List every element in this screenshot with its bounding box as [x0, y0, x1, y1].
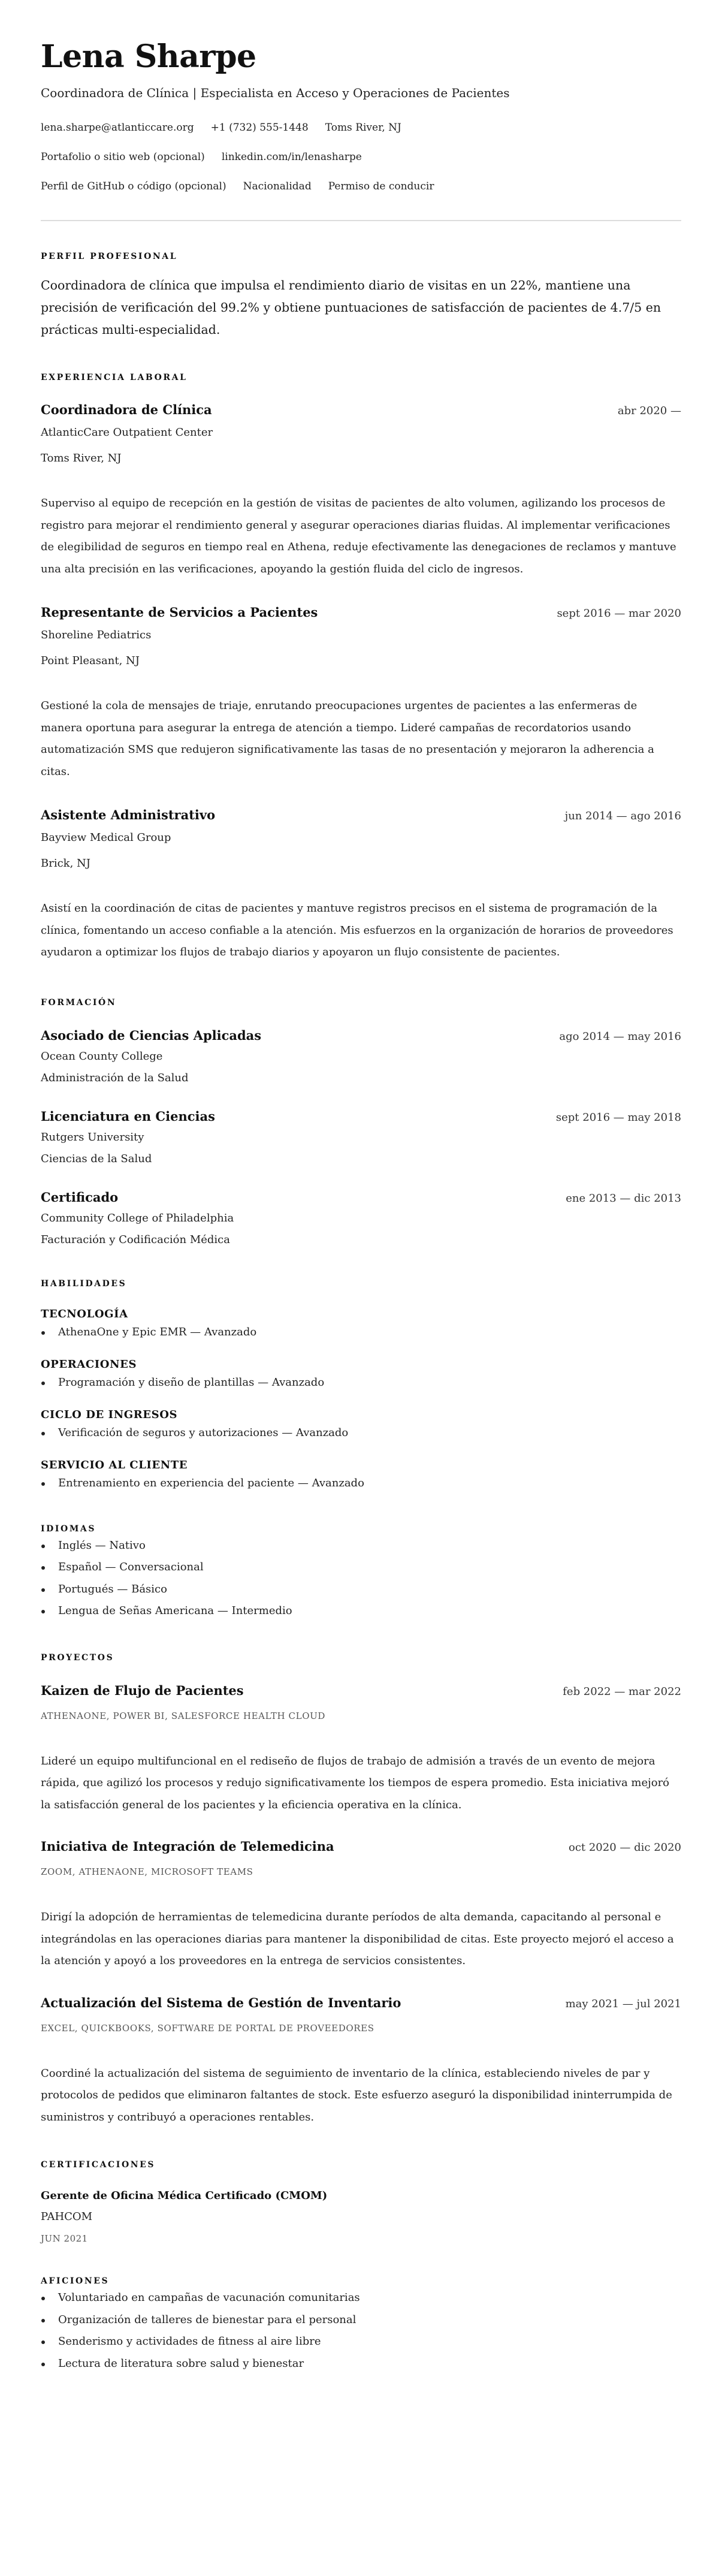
contact-item: Toms River, NJ — [325, 122, 401, 134]
skill-item-text: Verificación de seguros y autorizaciones — Avanzado — [58, 1426, 349, 1439]
project-entry — [41, 1680, 681, 1817]
project-title: Iniciativa de Integración de Telemedicina — [41, 1839, 334, 1854]
hobby-item-text: Lectura de literatura sobre salud y bienestar — [58, 2357, 304, 2370]
bullet-icon — [41, 1545, 45, 1548]
section-heading-projects: PROYECTOS — [41, 1652, 114, 1663]
contact-info — [41, 119, 681, 195]
certification-list — [41, 2187, 681, 2248]
project-title: Actualización del Sistema de Gestión de Inventario — [41, 1995, 401, 2010]
header-divider — [41, 220, 681, 221]
certifications-section — [41, 2159, 681, 2248]
project-header — [41, 1992, 681, 2015]
education-section — [41, 997, 681, 1249]
skill-category-title: TECNOLOGÍA — [41, 1307, 128, 1320]
project-technologies: ZOOM, ATHENAONE, MICROSOFT TEAMS — [41, 1866, 253, 1877]
job-description: Gestioné la cola de mensajes de triaje, enrutando preocupaciones urgentes de pacientes a las enfermeras de manera oportuna para asegurar la entrega de atención a tiempo. Lideré campañas de recordatorios usando automatización SMS que redujeron significativamente las tasas de no presentación y mejoraron la adherencia a citas. — [41, 699, 654, 778]
bullet-icon — [41, 1381, 45, 1385]
job-list — [41, 399, 681, 964]
job-header — [41, 399, 681, 422]
field-of-study: Ciencias de la Salud — [41, 1152, 152, 1165]
skill-item — [41, 1323, 681, 1341]
project-description: Coordiné la actualización del sistema de seguimiento de inventario de la clínica, estableciendo niveles de par y protocolos de pedidos que eliminaron faltantes de stock. Este esfuerzo aseguró la disponibilidad ininterrumpida de suministros y contribuyó a operaciones rentables. — [41, 2067, 672, 2123]
job-entry — [41, 602, 681, 783]
skill-category-title: CICLO DE INGRESOS — [41, 1408, 178, 1421]
project-entry — [41, 1836, 681, 1972]
project-dates: oct 2020 — dic 2020 — [568, 1841, 681, 1854]
job-dates: abr 2020 — — [617, 405, 681, 417]
section-heading-experience: EXPERIENCIA LABORAL — [41, 373, 188, 382]
skill-list — [41, 1374, 681, 1392]
project-entry — [41, 1992, 681, 2129]
hobby-item — [41, 2353, 681, 2375]
job-company: Shoreline Pediatrics — [41, 629, 152, 641]
job-description: Asistí en la coordinación de citas de pacientes y mantuve registros precisos en el sistema de programación de la clínica, fomentando un acceso confiable a la atención. Mis esfuerzos en la organización de horarios de proveedores ayudaron a optimizar los flujos de trabajo diarios y apoyaron un flujo consistente de pacientes. — [41, 902, 673, 958]
skill-category-title: SERVICIO AL CLIENTE — [41, 1458, 188, 1471]
bullet-icon — [41, 2340, 45, 2344]
skill-item — [41, 1474, 681, 1492]
job-company: AtlanticCare Outpatient Center — [41, 426, 213, 439]
project-list — [41, 1680, 681, 2129]
job-location: Toms River, NJ — [41, 452, 122, 464]
certification-date: JUN 2021 — [41, 2233, 88, 2244]
hobbies-section — [41, 2275, 681, 2375]
language-item — [41, 1579, 681, 1601]
job-title: Representante de Servicios a Pacientes — [41, 605, 318, 620]
job-header — [41, 804, 681, 827]
section-heading-hobbies: AFICIONES — [41, 2276, 110, 2286]
skill-item — [41, 1424, 681, 1442]
education-dates: sept 2016 — may 2018 — [555, 1111, 681, 1124]
hobby-item-text: Senderismo y actividades de fitness al aire libre — [58, 2335, 321, 2348]
candidate-name: Lena Sharpe — [41, 38, 256, 75]
language-item-text: Lengua de Señas Americana — Intermedio — [58, 1604, 292, 1617]
bullet-icon — [41, 1482, 45, 1486]
certification-issuer: PAHCOM — [41, 2210, 93, 2223]
job-company: Bayview Medical Group — [41, 831, 171, 844]
job-header — [41, 602, 681, 625]
language-item — [41, 1557, 681, 1579]
job-location: Point Pleasant, NJ — [41, 654, 140, 667]
education-header — [41, 1187, 681, 1209]
institution-name: Ocean County College — [41, 1049, 163, 1063]
education-entry — [41, 1025, 681, 1087]
degree-title: Certificado — [41, 1189, 119, 1205]
contact-row — [41, 177, 681, 195]
job-dates: sept 2016 — mar 2020 — [557, 607, 681, 620]
languages-section — [41, 1523, 681, 1622]
skills-section — [41, 1278, 681, 1492]
bullet-icon — [41, 1331, 45, 1335]
institution-name: Community College of Philadelphia — [41, 1211, 234, 1224]
contact-item: Portafolio o sitio web (opcional) — [41, 151, 205, 163]
section-heading-skills: HABILIDADES — [41, 1278, 127, 1289]
bullet-icon — [41, 1432, 45, 1435]
job-dates: jun 2014 — ago 2016 — [564, 810, 681, 822]
section-heading-summary: PERFIL PROFESIONAL — [41, 252, 178, 261]
section-heading-languages: IDIOMAS — [41, 1524, 96, 1534]
language-item-text: Inglés — Nativo — [58, 1539, 146, 1552]
certification-entry — [41, 2187, 681, 2248]
section-heading-education: FORMACIÓN — [41, 997, 117, 1008]
experience-section — [41, 372, 681, 964]
project-description: Lideré un equipo multifuncional en el rediseño de flujos de trabajo de admisión a través de un evento de mejora rápida, que agilizó los procesos y redujo significativamente los tiempos de espera promedio. Esta iniciativa mejoró la satisfacción general de los pacientes y la eficiencia operativa en la clínica. — [41, 1754, 670, 1811]
education-dates: ene 2013 — dic 2013 — [566, 1192, 681, 1205]
project-header — [41, 1680, 681, 1703]
degree-title: Asociado de Ciencias Aplicadas — [41, 1027, 262, 1043]
education-list — [41, 1025, 681, 1249]
project-header — [41, 1836, 681, 1859]
project-technologies: EXCEL, QUICKBOOKS, SOFTWARE DE PORTAL DE PROVEEDORES — [41, 2022, 374, 2034]
job-title: Coordinadora de Clínica — [41, 402, 212, 417]
institution-name: Rutgers University — [41, 1130, 144, 1144]
hobby-item — [41, 2287, 681, 2309]
language-item — [41, 1600, 681, 1622]
bullet-icon — [41, 1610, 45, 1613]
resume-page — [0, 38, 719, 2375]
skill-item-text: Programación y diseño de plantillas — Avanzado — [58, 1376, 325, 1389]
education-header — [41, 1025, 681, 1048]
language-item — [41, 1535, 681, 1557]
field-of-study: Administración de la Salud — [41, 1071, 189, 1084]
skill-item-text: AthenaOne y Epic EMR — Avanzado — [58, 1325, 257, 1338]
skill-categories — [41, 1305, 681, 1492]
bullet-icon — [41, 1588, 45, 1592]
project-technologies: ATHENAONE, POWER BI, SALESFORCE HEALTH CLOUD — [41, 1710, 325, 1721]
project-dates: may 2021 — jul 2021 — [565, 1997, 681, 2010]
hobby-item-text: Organización de talleres de bienestar para el personal — [58, 2313, 357, 2326]
skill-item — [41, 1374, 681, 1392]
job-title: Asistente Administrativo — [41, 807, 216, 822]
bullet-icon — [41, 1566, 45, 1570]
contact-item: lena.sharpe@atlanticcare.org — [41, 122, 194, 134]
skill-list — [41, 1424, 681, 1442]
language-item-text: Español — Conversacional — [58, 1561, 204, 1573]
skill-list — [41, 1474, 681, 1492]
summary-text: Coordinadora de clínica que impulsa el rendimiento diario de visitas en un 22%, mantiene una precisión de verificación del 99.2% y obtiene puntuaciones de satisfacción de pacientes de 4.7/5 en prácticas multi-especialidad. — [41, 278, 661, 337]
contact-row — [41, 148, 681, 166]
section-heading-certifications: CERTIFICACIONES — [41, 2160, 156, 2170]
language-list — [41, 1535, 681, 1622]
language-item-text: Portugués — Básico — [58, 1582, 167, 1595]
contact-item: Permiso de conducir — [328, 180, 434, 192]
summary-section — [41, 251, 681, 341]
education-entry — [41, 1106, 681, 1168]
degree-title: Licenciatura en Ciencias — [41, 1108, 215, 1124]
job-entry — [41, 804, 681, 964]
job-location: Brick, NJ — [41, 857, 90, 870]
bullet-icon — [41, 2363, 45, 2366]
project-dates: feb 2022 — mar 2022 — [563, 1685, 681, 1698]
bullet-icon — [41, 2319, 45, 2322]
certification-name: Gerente de Oficina Médica Certificado (CMOM) — [41, 2189, 328, 2202]
project-title: Kaizen de Flujo de Pacientes — [41, 1682, 244, 1698]
hobby-item — [41, 2309, 681, 2331]
skill-item-text: Entrenamiento en experiencia del paciente — Avanzado — [58, 1476, 364, 1489]
field-of-study: Facturación y Codificación Médica — [41, 1233, 230, 1246]
contact-item: Perfil de GitHub o código (opcional) — [41, 180, 226, 192]
education-header — [41, 1106, 681, 1129]
contact-row — [41, 119, 681, 137]
candidate-headline: Coordinadora de Clínica | Especialista en Acceso y Operaciones de Pacientes — [41, 86, 510, 100]
contact-item: +1 (732) 555-1448 — [210, 122, 309, 134]
job-description: Superviso al equipo de recepción en la gestión de visitas de pacientes de alto volumen, agilizando los procesos de registro para mejorar el rendimiento general y asegurar operaciones diarias fluidas. Al implementar verificaciones de elegibilidad de seguros en tiempo real en Athena, reduje efectivamente las denegaciones de reclamos y mantuve una alta precisión en las verificaciones, apoyando la gestión fluida del ciclo de ingresos. — [41, 497, 676, 575]
resume-header — [41, 38, 681, 221]
hobby-list — [41, 2287, 681, 2375]
education-dates: ago 2014 — may 2016 — [559, 1030, 681, 1043]
hobby-item — [41, 2331, 681, 2353]
job-entry — [41, 399, 681, 580]
education-entry — [41, 1187, 681, 1249]
project-description: Dirigí la adopción de herramientas de telemedicina durante períodos de alta demanda, capacitando al personal e integrándolas en las operaciones diarias para mantener la disponibilidad de citas. Este proyecto mejoró el acceso a la atención y apoyó a los proveedores en la entrega de servicios consistentes. — [41, 1911, 674, 1967]
contact-item: Nacionalidad — [243, 180, 312, 192]
skill-category-title: OPERACIONES — [41, 1358, 137, 1371]
bullet-icon — [41, 2297, 45, 2300]
hobby-item-text: Voluntariado en campañas de vacunación comunitarias — [58, 2291, 360, 2304]
contact-item: linkedin.com/in/lenasharpe — [221, 151, 362, 163]
skill-list — [41, 1323, 681, 1341]
projects-section — [41, 1652, 681, 2129]
